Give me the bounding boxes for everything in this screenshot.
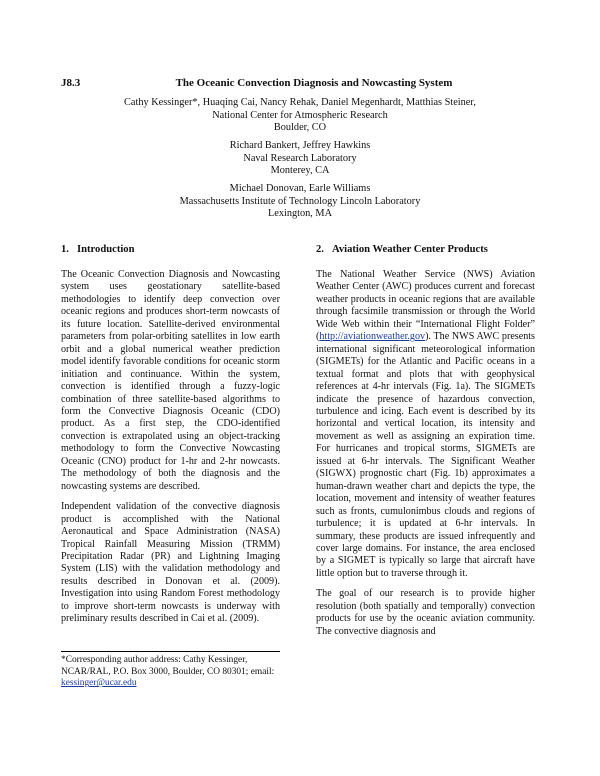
section-number: 2. <box>316 244 324 255</box>
section-title: Aviation Weather Center Products <box>332 244 488 255</box>
author-names: Michael Donovan, Earle Williams <box>229 183 371 194</box>
author-affiliation: Naval Research Laboratory <box>243 152 357 164</box>
right-column <box>316 243 535 646</box>
paragraph-text: ). The NWS AWC presents international significant meteorological information (SIGMETs) for the Atlantic and Pacific oceans in a textual format and plots that with geophysical references at 4-hr intervals (Fig. 1a). The SIGMETs indicate the presence of hazardous convection, turbulence and icing. Each event is described by its horizontal and vertical location, its intensity and movement as well as assigning an expiration time. For hurricanes and tropical storms, SIGMETs are issued at 6-hr intervals. The Significant Weather (SIGWX) prognostic chart (Fig. 1b) approximates a human-drawn weather chart and depicts the type, the location, movement and intensity of weather features such as fronts, cumulonimbus clouds and regions of turbulence; it is updated at 6-hr intervals. In summary, these products are issued infrequently and cover large domains. For instance, the area enclosed by a SIGMET is typically so large that aircraft have little option but to traverse through it. <box>316 331 535 579</box>
author-block-mit <box>0 183 600 221</box>
footnote <box>61 651 280 690</box>
email-link[interactable]: kessinger@ucar.edu <box>61 678 137 689</box>
author-block-nrl <box>0 140 600 178</box>
author-affiliation: Massachusetts Institute of Technology Lincoln Laboratory <box>179 195 421 207</box>
section-number: 1. <box>61 244 69 255</box>
author-names: Cathy Kessinger*, Huaqing Cai, Nancy Rehak, Daniel Megenhardt, Matthias Steiner, <box>124 97 476 108</box>
paragraph: The goal of our research is to provide higher resolution (both spatially and temporally) convection products for use by the oceanic aviation community. The convective diagnosis and <box>316 588 535 637</box>
author-block-ncar <box>0 97 600 135</box>
paragraph-text: The National Weather Service (NWS) Aviation Weather Center (AWC) produces current and forecast weather products in oceanic regions that are available through facsimile transmission or through the World Wide Web within their “International Flight Folder” ( <box>316 269 535 343</box>
author-names: Richard Bankert, Jeffrey Hawkins <box>229 140 371 151</box>
paragraph: The Oceanic Convection Diagnosis and Nowcasting system uses geostationary satellite-based methodologies to identify deep convection over oceanic regions and produces short-term nowcasts of its future location. Satellite-derived environmental parameters from polar-orbiting satellites in low earth orbit and a global numerical weather prediction model identify favorable conditions for oceanic storm initiation and continuance. Within the system, convection is identified through a fuzzy-logic combination of three satellite-based algorithms to form the Convective Diagnosis Oceanic (CDO) product. As a first step, the CDO-identified convection is extrapolated using an object-tracking methodology to form the Convective Nowcasting Oceanic (CNO) product for 1-hr and 2-hr nowcasts. The methodology of both the diagnosis and the nowcasting systems are described. <box>61 269 280 492</box>
section-heading-awc-products <box>316 243 535 256</box>
paragraph <box>316 269 535 580</box>
author-affiliation: National Center for Atmospheric Research <box>212 109 388 121</box>
author-location: Monterey, CA <box>270 165 330 177</box>
section-title: Introduction <box>77 244 135 255</box>
paper-title <box>0 77 600 89</box>
left-column <box>61 243 280 634</box>
paper-title-text: The Oceanic Convection Diagnosis and Nowcasting System <box>175 77 453 89</box>
paragraph: Independent validation of the convective diagnosis product is accomplished with the National Aeronautical and Space Administration (NASA) Tropical Rainfall Measuring Mission (TRMM) Precipitation Radar (PR) and Lightning Imaging System (LIS) with the validation methodology and results described in Donovan et al. (2009). Investigation into using Random Forest methodology to improve short-term nowcasts is underway with preliminary results described in Cai et al. (2009). <box>61 501 280 625</box>
author-location: Boulder, CO <box>273 122 327 134</box>
section-heading-introduction <box>61 243 280 256</box>
paper-id: J8.3 <box>61 77 81 89</box>
awc-website-link[interactable]: http://aviationweather.gov <box>319 331 426 343</box>
author-location: Lexington, MA <box>267 208 333 220</box>
footnote-text: *Corresponding author address: Cathy Kessinger, NCAR/RAL, P.O. Box 3000, Boulder, CO 80301; email: <box>61 655 275 677</box>
footnote-divider <box>61 651 280 652</box>
